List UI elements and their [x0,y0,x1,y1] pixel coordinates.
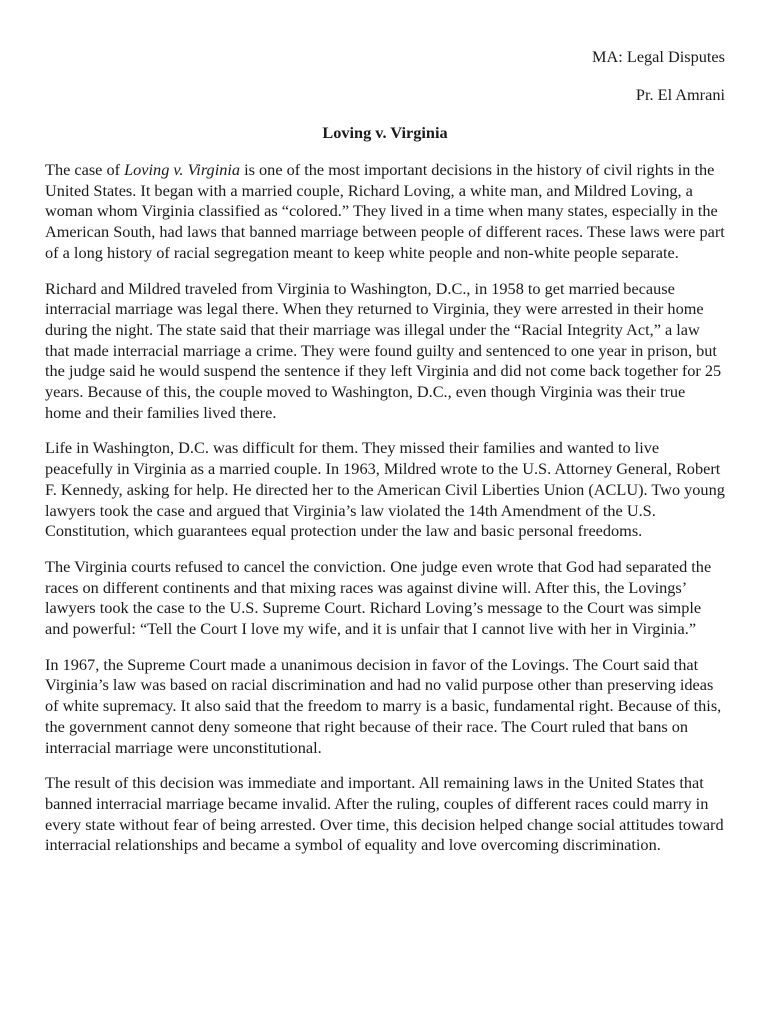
paragraph-3: Life in Washington, D.C. was difficult for them. They missed their families and wanted to live peacefully in Virginia as a married couple. In 1963, Mildred wrote to the U.S. Attorney General, Robert F. Kennedy, asking for help. He directed her to the American Civil Liberties Union (ACLU). Two young lawyers took the case and argued that Virginia’s law violated the 14th Amendment of the U.S. Constitution, which guarantees equal protection under the law and basic personal freedoms. [45,438,725,541]
course-name: MA: Legal Disputes [592,47,725,66]
paragraph-5: In 1967, the Supreme Court made a unanimous decision in favor of the Lovings. The Court said that Virginia’s law was based on racial discrimination and had no valid purpose other than preserving ideas of white supremacy. It also said that the freedom to marry is a basic, fundamental right. Because of this, the government cannot deny someone that right because of their race. The Court ruled that bans on interracial marriage were unconstitutional. [45,654,722,757]
paragraph-1-intro: The case of [45,160,125,179]
document-title: Loving v. Virginia [322,123,448,142]
paragraph-1-rest: is one of the most important decisions in the history of civil rights in the United States. It began with a married couple, Richard Loving, a white man, and Mildred Loving, a woman whom Virginia classified as “colored.” They lived in a time when many states, especially in the American South, had laws that banned marriage between people of different races. These laws were part of a long history of racial segregation meant to keep white people and non-white people separate. [45,160,725,262]
paragraph-4: The Virginia courts refused to cancel the conviction. One judge even wrote that God had separated the races on different continents and that mixing races was against divine will. After this, the Lovings’ lawyers took the case to the U.S. Supreme Court. Richard Loving’s message to the Court was simple and powerful: “Tell the Court I love my wife, and it is unfair that I cannot live with her in Virginia.” [45,556,712,639]
paragraph-1 [45,160,725,264]
paragraph-6: The result of this decision was immediate and important. All remaining laws in the United States that banned interracial marriage became invalid. After the ruling, couples of different races could marry in every state without fear of being arrested. Over time, this decision helped change social attitudes toward interracial relationships and became a symbol of equality and love overcoming discrimination. [45,773,724,855]
case-name-italic: Loving v. Virginia [124,160,241,179]
paragraph-2: Richard and Mildred traveled from Virginia to Washington, D.C., in 1958 to get married because interracial marriage was legal there. When they returned to Virginia, they were arrested in their home during the night. The state said that their marriage was illegal under the “Racial Integrity Act,” a law that made interracial marriage a crime. They were found guilty and sentenced to one year in prison, but the judge said he would suspend the sentence if they left Virginia and did not come back together for 25 years. Because of this, the couple moved to Washington, D.C., even though Virginia was their true home and their families lived there. [45,278,722,422]
professor-name: Pr. El Amrani [635,85,725,104]
document-page [45,40,725,856]
